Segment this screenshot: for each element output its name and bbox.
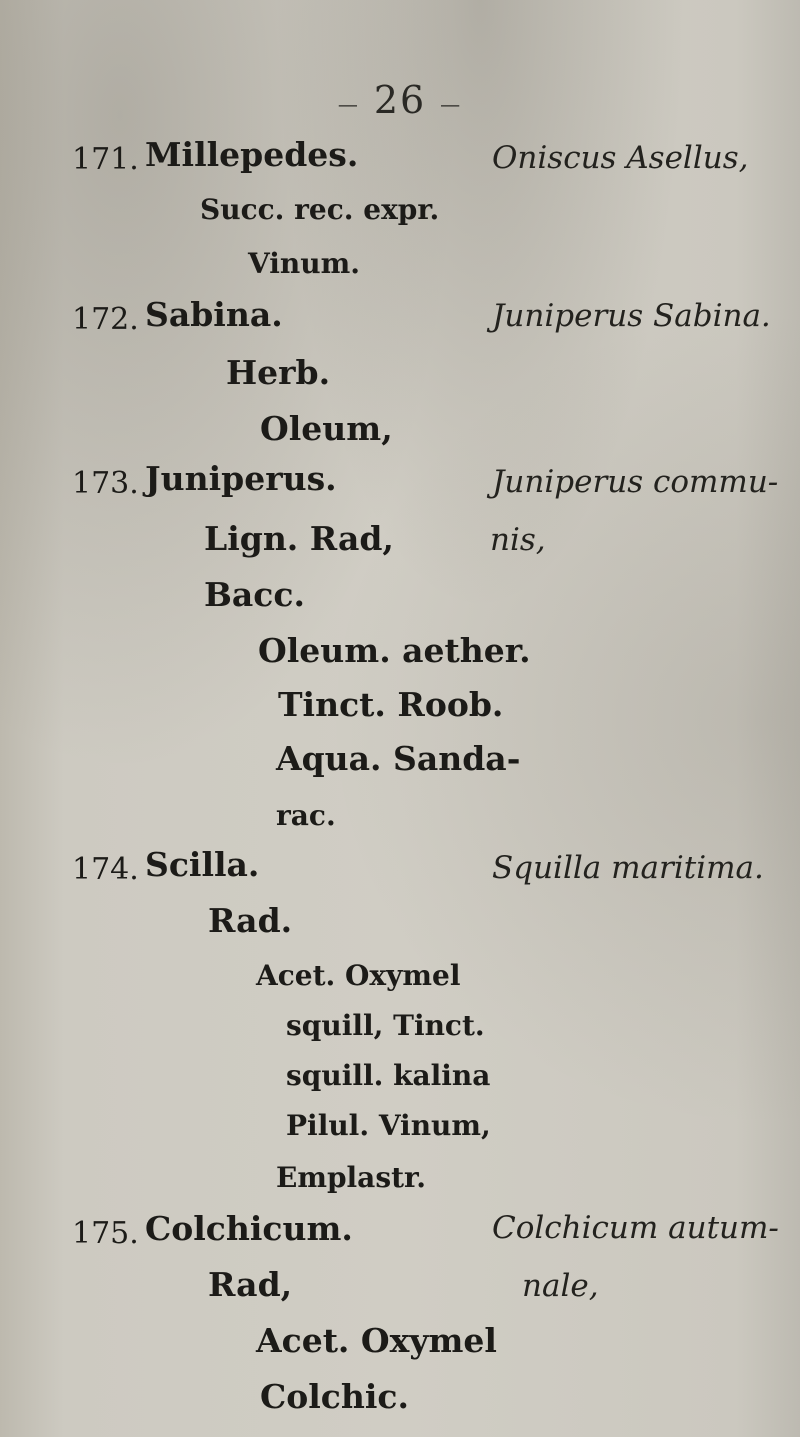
entry-latin-name: nale,	[522, 1268, 599, 1304]
entry-number: 172.	[72, 302, 139, 337]
entry-number: 171.	[72, 142, 139, 177]
entry-preparation: Lign. Rad,	[204, 519, 394, 558]
entry-preparation: Rad.	[208, 901, 293, 940]
entry-preparation: Colchic.	[260, 1377, 410, 1416]
header-dash-left: —	[337, 91, 360, 116]
page-number: 26	[373, 78, 427, 122]
entry-preparation: Rad,	[208, 1265, 293, 1304]
entry-preparation: squill. kalina	[286, 1059, 491, 1092]
header-dash-right: —	[440, 91, 463, 116]
entry-name: Sabina.	[145, 295, 283, 334]
entry-preparation: Acet. Oxymel	[256, 1321, 497, 1360]
entry-latin-name: Oniscus Asellus,	[492, 140, 749, 176]
entry-preparation: squill, Tinct.	[286, 1009, 485, 1042]
entry-latin-name: nis,	[490, 522, 546, 558]
entry-preparation: Aqua. Sanda-	[276, 739, 521, 778]
entry-preparation: Bacc.	[204, 575, 305, 614]
entry-preparation: Herb.	[226, 353, 331, 392]
entry-number: 174.	[72, 852, 139, 887]
page-header	[0, 78, 800, 122]
entry-name: Millepedes.	[145, 135, 359, 174]
entry-latin-name: Colchicum autum-	[492, 1210, 779, 1246]
entry-name: Colchicum.	[145, 1209, 353, 1248]
entry-name: Scilla.	[145, 845, 260, 884]
entry-preparation: Acet. Oxymel	[256, 959, 461, 992]
entry-preparation: Emplastr.	[276, 1161, 426, 1194]
entry-preparation: Vinum.	[248, 247, 360, 280]
entry-preparation: Pilul. Vinum,	[286, 1109, 491, 1142]
entry-name: Juniperus.	[145, 459, 337, 498]
entry-number: 175.	[72, 1216, 139, 1251]
entry-preparation: Oleum,	[260, 409, 393, 448]
entry-preparation: Oleum. aether.	[258, 631, 531, 670]
entry-number: 173.	[72, 466, 139, 501]
entry-latin-name: Juniperus commu-	[492, 464, 779, 500]
entry-preparation: Tinct. Roob.	[278, 685, 504, 724]
entry-latin-name: Squilla maritima.	[492, 850, 764, 886]
entry-latin-name: Juniperus Sabina.	[492, 298, 771, 334]
entry-preparation: Succ. rec. expr.	[200, 193, 440, 226]
entry-preparation: rac.	[276, 799, 336, 832]
